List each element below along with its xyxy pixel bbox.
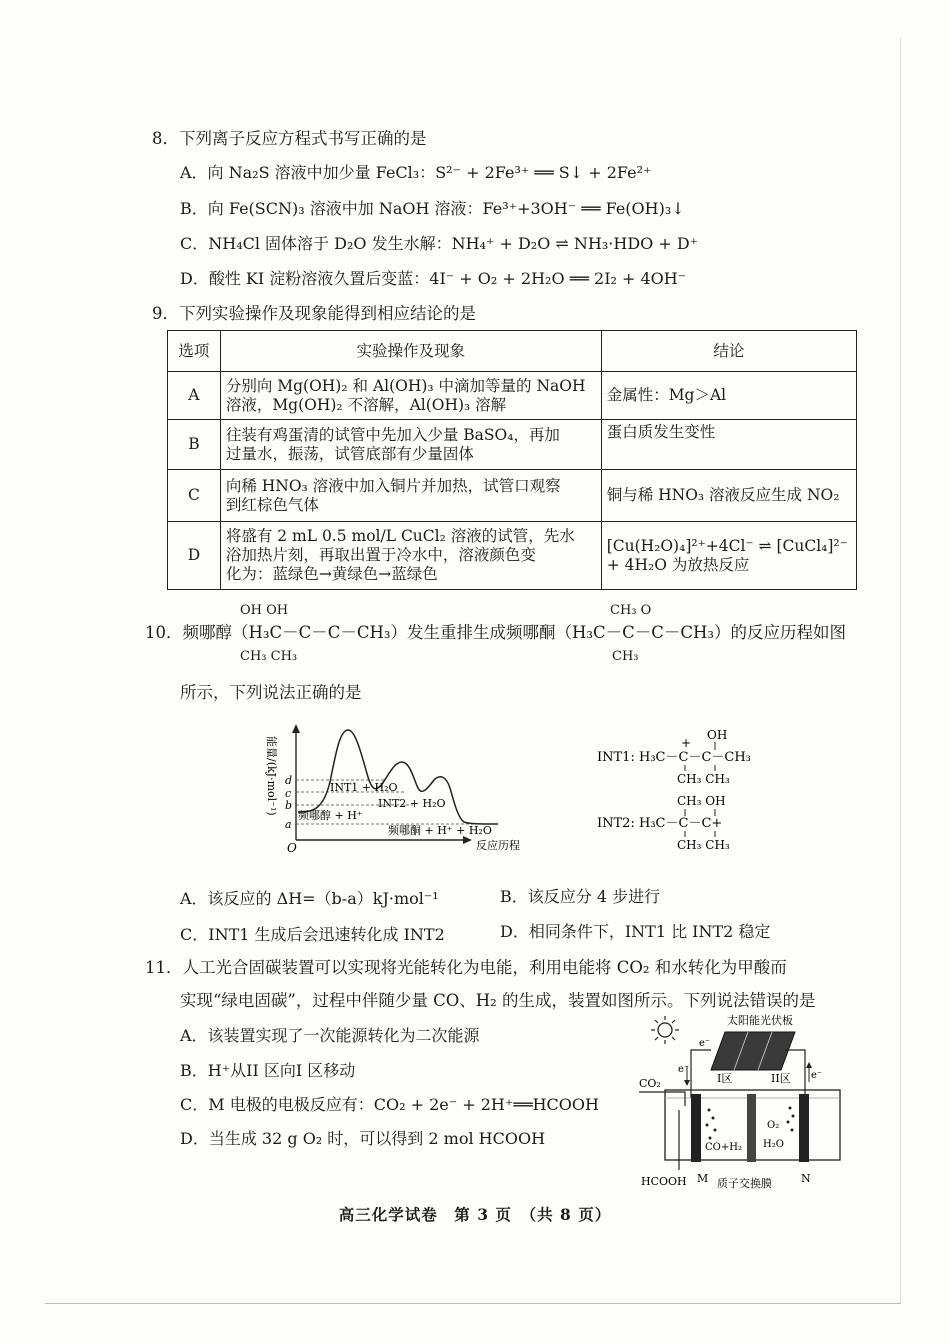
- row-operation: [220, 420, 601, 470]
- q11-option-d: D．当生成 32 g O₂ 时，可以得到 2 mol HCOOH: [180, 1129, 546, 1148]
- conclusion-line: + 4H₂O 为放热反应: [606, 555, 750, 574]
- table-header-row: [168, 331, 857, 372]
- header-conclusion: 结论: [601, 331, 856, 372]
- q8-option-b: B．向 Fe(SCN)₃ 溶液中加 NaOH 溶液：Fe³⁺+3OH⁻ ══ Fe(OH)₃↓: [180, 199, 685, 218]
- pinacolone-top-groups: CH₃ O: [610, 603, 652, 618]
- y-axis-label: 能量/(kJ·mol⁻¹): [265, 736, 278, 816]
- svg-text:+: +: [681, 736, 692, 750]
- membrane-label: 质子交换膜: [717, 1177, 772, 1190]
- n-label: N: [801, 1172, 811, 1185]
- level-a: a: [285, 818, 292, 831]
- q11-option-b: B．H⁺从II 区向I 区移动: [180, 1061, 356, 1080]
- bubbles-right: [787, 1107, 795, 1132]
- bubbles-left: [706, 1109, 717, 1140]
- operation-line: 到红棕色气体: [225, 495, 319, 514]
- row-operation: [220, 470, 601, 522]
- row-operation: [220, 522, 601, 590]
- operation-line: 化为：蓝绿色→黄绿色→蓝绿色: [225, 565, 438, 583]
- q10-stem: 10．频哪醇（H₃C－C－C－CH₃）发生重排生成频哪酮（H₃C－C－C－CH₃）的反应历程如图: [145, 623, 847, 642]
- table-row: [168, 372, 857, 420]
- row-conclusion: 金属性：Mg＞Al: [601, 372, 856, 420]
- page-footer: 高三化学试卷 第 3 页 （共 8 页）: [338, 1205, 612, 1224]
- q8-stem: 8．下列离子反应方程式书写正确的是: [152, 129, 427, 148]
- row-option: C: [168, 470, 221, 522]
- level-c: c: [285, 787, 292, 800]
- pinacol-top-groups: OH OH: [240, 603, 289, 618]
- q8-option-d: D．酸性 KI 淀粉溶液久置后变蓝：4I⁻ + O₂ + 2H₂O ══ 2I₂ + 4OH⁻: [180, 269, 687, 288]
- operation-line: 往装有鸡蛋清的试管中先加入少量 BaSO₄，再加: [225, 425, 560, 444]
- operation-line: 向稀 HNO₃ 溶液中加入铜片并加热，试管口观察: [225, 476, 561, 495]
- q11-stem-cont: 实现“绿电固碳”，过程中伴随少量 CO、H₂ 的生成，装置如图所示。下列说法错误的是: [180, 991, 816, 1010]
- q10-option-a: A．该反应的 ΔH=（b-a）kJ·mol⁻¹: [180, 889, 439, 908]
- hcooh-label: HCOOH: [641, 1175, 687, 1188]
- table-row: [168, 420, 857, 470]
- origin-label: O: [287, 841, 297, 855]
- row-option: A: [168, 372, 221, 420]
- co2-label: CO₂: [639, 1077, 661, 1090]
- level-b: b: [285, 799, 293, 812]
- level-d: d: [285, 774, 293, 787]
- int2-label: INT2:: [597, 816, 635, 831]
- table-row: [168, 522, 857, 590]
- o2-label: O₂: [767, 1120, 780, 1131]
- operation-line: 将盛有 2 mL 0.5 mol/L CuCl₂ 溶液的试管，先水: [225, 527, 575, 545]
- electrode-n: [799, 1094, 809, 1162]
- operation-line: 溶液，Mg(OH)₂ 不溶解，Al(OH)₃ 溶解: [225, 395, 507, 414]
- x-axis-label: 反应历程: [476, 839, 520, 852]
- zone1-label: I区: [717, 1072, 733, 1085]
- energy-diagram: [258, 722, 538, 857]
- q8-option-a: A．向 Na₂S 溶液中加少量 FeCl₃：S²⁻ + 2Fe³⁺ ══ S↓ + 2Fe²⁺: [180, 163, 652, 182]
- operation-line: 分别向 Mg(OH)₂ 和 Al(OH)₃ 中滴加等量的 NaOH: [225, 376, 586, 395]
- pinacol-level-label: 频哪醇 + H⁺: [298, 809, 363, 822]
- electrode-m: [691, 1094, 701, 1162]
- svg-text:CH₃ CH₃: CH₃ CH₃: [677, 772, 730, 786]
- q10-option-c: C．INT1 生成后会迅速转化成 INT2: [180, 925, 445, 944]
- m-label: M: [697, 1172, 709, 1185]
- page-bottom-rule: [45, 1303, 901, 1304]
- q11-option-c: C．M 电极的电极反应有：CO₂ + 2e⁻ + 2H⁺══HCOOH: [180, 1095, 599, 1114]
- int1-level-label: INT1 + H₂O: [330, 781, 398, 794]
- row-option: D: [168, 522, 221, 590]
- header-operation: 实验操作及现象: [220, 331, 601, 372]
- int1-label: INT1:: [597, 750, 635, 765]
- row-operation: [220, 372, 601, 420]
- svg-text:CH₃ CH₃: CH₃ CH₃: [677, 838, 730, 852]
- row-option: B: [168, 420, 221, 470]
- int2-level-label: INT2 + H₂O: [378, 797, 446, 810]
- h2o-label: H₂O: [763, 1139, 784, 1150]
- conclusion-line: [Cu(H₂O)₄]²⁺+4Cl⁻ ⇌ [CuCl₄]²⁻: [606, 536, 848, 555]
- q10-option-d: D．相同条件下，INT1 比 INT2 稳定: [500, 922, 771, 941]
- intermediates-structures: [595, 725, 785, 855]
- wire-left: [691, 1050, 711, 1098]
- q10-stem-cont: 所示，下列说法正确的是: [180, 683, 362, 702]
- panel-label: 太阳能光伏板: [727, 1014, 793, 1027]
- x-axis-arrow: [463, 836, 472, 844]
- svg-text:H₃C－C－C－CH₃: H₃C－C－C－CH₃: [639, 750, 751, 765]
- table-row: [168, 470, 857, 522]
- co-h2-label: CO+H₂: [705, 1142, 742, 1153]
- row-conclusion: [601, 522, 856, 590]
- operation-line: 浴加热片刻，再取出置于冷水中，溶液颜色变: [225, 546, 536, 564]
- page-edge-right: [900, 38, 901, 1303]
- membrane: [747, 1094, 756, 1162]
- pinacol-bottom-groups: CH₃ CH₃: [240, 649, 298, 664]
- row-conclusion: 铜与稀 HNO₃ 溶液反应生成 NO₂: [601, 470, 856, 522]
- zone2-label: II区: [771, 1072, 791, 1085]
- operation-line: 过量水，振荡，试管底部有少量固体: [225, 444, 474, 463]
- y-axis-arrow: [292, 724, 300, 733]
- q9-stem: 9．下列实验操作及现象能得到相应结论的是: [152, 304, 476, 323]
- svg-text:e⁻: e⁻: [678, 1064, 690, 1075]
- q11-stem: 11．人工光合固碳装置可以实现将光能转化为电能，利用电能将 CO₂ 和水转化为甲酸而: [145, 958, 787, 977]
- svg-text:H₃C－C－C+: H₃C－C－C+: [639, 816, 723, 831]
- electrolysis-device: [635, 1010, 850, 1192]
- q11-option-a: A．该装置实现了一次能源转化为二次能源: [180, 1026, 480, 1045]
- svg-text:e⁻: e⁻: [699, 1038, 711, 1049]
- sun-icon: [651, 1016, 679, 1044]
- q10-option-b: B．该反应分 4 步进行: [500, 887, 661, 906]
- pinacolone-level-label: 频哪酮 + H⁺ + H₂O: [388, 824, 492, 837]
- svg-text:e⁻: e⁻: [811, 1070, 823, 1081]
- svg-text:OH: OH: [707, 728, 728, 742]
- header-option: 选项: [168, 331, 221, 372]
- q8-option-c: C．NH₄Cl 固体溶于 D₂O 发生水解：NH₄⁺ + D₂O ⇌ NH₃·HDO + D⁺: [180, 234, 699, 253]
- experiment-table: [167, 330, 857, 590]
- svg-text:CH₃ OH: CH₃ OH: [677, 794, 726, 808]
- pinacolone-bottom-group: CH₃: [612, 649, 639, 664]
- solar-panel: [711, 1032, 795, 1070]
- row-conclusion: 蛋白质发生变性: [601, 420, 856, 470]
